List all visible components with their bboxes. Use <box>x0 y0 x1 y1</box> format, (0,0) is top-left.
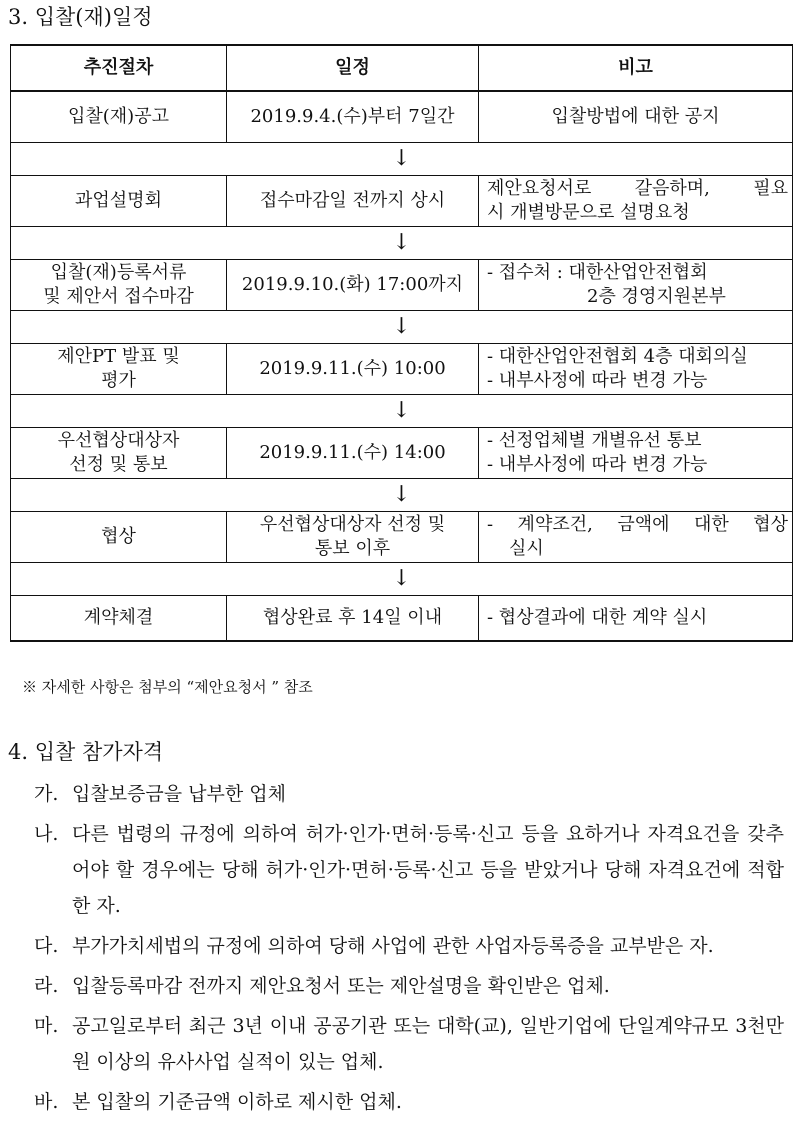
item-text: 입찰등록마감 전까지 제안요청서 또는 제안설명을 확인받은 업체. <box>72 975 610 997</box>
step-cell <box>11 428 227 479</box>
note-line: 2층 경영지원본부 <box>587 286 726 307</box>
item-text: 공고일로부터 최근 3년 이내 공공기관 또는 대학(교), 일반기업에 단일계약규모 3천만원 이상의 유사사업 실적이 있는 업체. <box>72 1015 784 1073</box>
note-cell <box>479 176 793 227</box>
flow-arrow: ↓ <box>11 563 793 596</box>
table-row <box>11 344 793 395</box>
header-procedure: 추진절차 <box>11 45 227 91</box>
flow-arrow: ↓ <box>11 143 793 176</box>
note-cell <box>479 260 793 311</box>
date-cell: 2019.9.4.(수)부터 7일간 <box>227 91 479 143</box>
step-line: 평가 <box>101 370 136 391</box>
note-line: - 내부사정에 따라 변경 가능 <box>487 370 708 391</box>
table-row <box>11 428 793 479</box>
date-line: 통보 이후 <box>314 538 391 559</box>
step-cell <box>11 344 227 395</box>
date-cell: 2019.9.10.(화) 17:00까지 <box>227 260 479 311</box>
table-row <box>11 260 793 311</box>
note-cell: - 협상결과에 대한 계약 실시 <box>479 596 793 642</box>
date-cell: 접수마감일 전까지 상시 <box>227 176 479 227</box>
flow-arrow: ↓ <box>11 227 793 260</box>
step-line: 선정 및 통보 <box>69 454 168 475</box>
table-row <box>11 91 793 143</box>
note-cell <box>479 512 793 563</box>
list-item <box>34 816 784 924</box>
date-cell <box>227 512 479 563</box>
item-label: 라. <box>34 975 59 997</box>
step-cell <box>11 260 227 311</box>
flow-arrow: ↓ <box>11 479 793 512</box>
eligibility-list <box>34 776 784 1124</box>
table-row <box>11 596 793 642</box>
step-line: 및 제안서 접수마감 <box>43 286 194 307</box>
note-line: - 선정업체별 개별유선 통보 <box>487 430 702 451</box>
item-text: 부가가치세법의 규정에 의하여 당해 사업에 관한 사업자등록증을 교부받은 자. <box>72 935 714 957</box>
note-cell <box>479 428 793 479</box>
note-line: - 내부사정에 따라 변경 가능 <box>487 454 708 475</box>
date-cell: 협상완료 후 14일 이내 <box>227 596 479 642</box>
flow-arrow: ↓ <box>11 395 793 428</box>
note-cell <box>479 344 793 395</box>
item-text: 본 입찰의 기준금액 이하로 제시한 업체. <box>72 1091 402 1113</box>
table-row <box>11 512 793 563</box>
item-text: 다른 법령의 규정에 의하여 허가·인가·면허·등록·신고 등을 요하거나 자격요건을 갖추어야 할 경우에는 당해 허가·인가·면허·등록·신고 등을 받았거나 당해 자격요건에 적합한 자. <box>72 823 784 917</box>
step-line: 제안PT 발표 및 <box>57 346 180 367</box>
item-label: 나. <box>34 823 59 845</box>
note-line: - 계약조건, 금액에 대한 협상 <box>487 514 788 535</box>
list-item <box>34 1008 784 1080</box>
note-line: 실시 <box>509 538 544 559</box>
item-label: 가. <box>34 783 59 805</box>
note-line: - 접수처 : 대한산업안전협회 <box>487 262 708 283</box>
note-line: - 대한산업안전협회 4층 대회의실 <box>487 346 748 367</box>
date-line: 우선협상대상자 선정 및 <box>259 514 446 535</box>
step-line: 우선협상대상자 <box>57 430 180 451</box>
list-item <box>34 928 784 964</box>
section-3-title: 3. 입찰(재)일정 <box>8 5 153 29</box>
table-row <box>11 176 793 227</box>
note-line: 제안요청서로 갈음하며, 필요 <box>487 178 788 199</box>
header-remarks: 비고 <box>479 45 793 91</box>
header-schedule: 일정 <box>227 45 479 91</box>
item-label: 마. <box>34 1015 59 1037</box>
item-text: 입찰보증금을 납부한 업체 <box>72 783 286 805</box>
list-item <box>34 1084 784 1120</box>
flow-arrow: ↓ <box>11 311 793 344</box>
section-4-title: 4. 입찰 참가자격 <box>8 740 164 764</box>
note-cell: 입찰방법에 대한 공지 <box>479 91 793 143</box>
step-cell: 입찰(재)공고 <box>11 91 227 143</box>
step-cell: 과업설명회 <box>11 176 227 227</box>
footnote: ※ 자세한 사항은 첨부의 “제안요청서 ” 참조 <box>22 678 313 696</box>
table-header-row <box>11 45 793 91</box>
date-cell: 2019.9.11.(수) 10:00 <box>227 344 479 395</box>
date-cell: 2019.9.11.(수) 14:00 <box>227 428 479 479</box>
step-cell: 계약체결 <box>11 596 227 642</box>
note-line: 시 개별방문으로 설명요청 <box>487 202 690 223</box>
list-item <box>34 968 784 1004</box>
item-label: 다. <box>34 935 59 957</box>
step-cell: 협상 <box>11 512 227 563</box>
item-label: 바. <box>34 1091 59 1113</box>
schedule-table <box>10 44 793 642</box>
step-line: 입찰(재)등록서류 <box>50 262 187 283</box>
list-item <box>34 776 784 812</box>
